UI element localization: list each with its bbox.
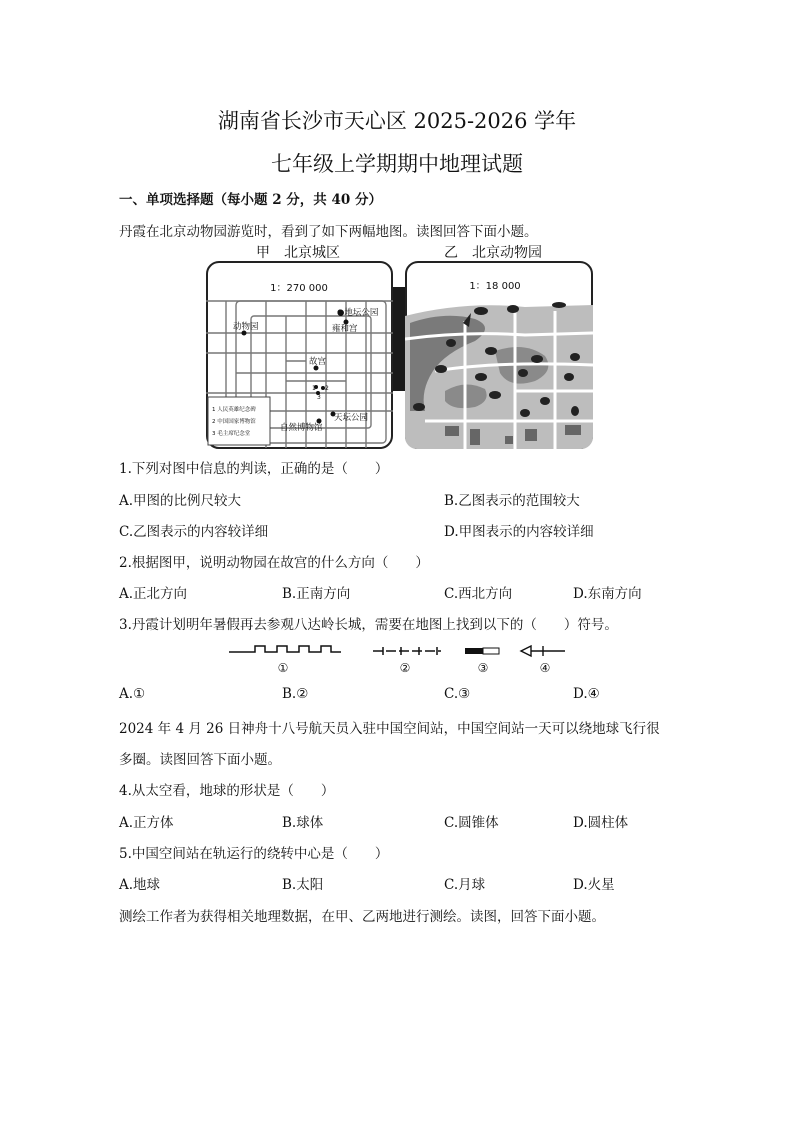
railway-symbol-black (465, 648, 483, 654)
symbol-label-4: ④ (539, 661, 551, 675)
map-a-caption: 甲 北京城区 (256, 245, 340, 261)
q1-stem: 1.下列对图中信息的判读，正确的是（ ） (119, 461, 389, 477)
legend-item-2: 2 中国国家博物馆 (212, 419, 256, 425)
intro-text-3: 测绘工作者为获得相关地理数据，在甲、乙两地进行测绘。读图，回答下面小题。 (119, 909, 605, 925)
q2-stem: 2.根据图甲，说明动物园在故宫的什么方向（ ） (119, 555, 429, 571)
label-tiantan: 天坛公园 (334, 413, 369, 423)
intro-text-2-line1: 2024 年 4 月 26 日神舟十八号航天员入驻中国空间站，中国空间站一天可以绕地球飞行很 (119, 721, 660, 737)
q5-option-c[interactable]: C.月球 (444, 877, 486, 893)
q3-option-c[interactable]: C.③ (444, 686, 471, 702)
q1-option-b[interactable]: B.乙图表示的范围较大 (444, 493, 580, 509)
q3-stem: 3.丹霞计划明年暑假再去参观八达岭长城，需要在地图上找到以下的（ ）符号。 (119, 617, 618, 633)
q2-option-b[interactable]: B.正南方向 (282, 586, 351, 602)
label-n2: 2 (325, 385, 329, 392)
label-n3: 3 (317, 394, 321, 401)
q4-stem: 4.从太空看，地球的形状是（ ） (119, 783, 335, 799)
railway-symbol-white (483, 648, 499, 654)
arrow-symbol (521, 646, 565, 656)
q4-option-b[interactable]: B.球体 (282, 815, 324, 831)
q1-option-d[interactable]: D.甲图表示的内容较详细 (444, 524, 594, 540)
q5-option-d[interactable]: D.火星 (573, 877, 615, 893)
q5-option-b[interactable]: B.太阳 (282, 877, 324, 893)
symbol-label-3: ③ (477, 661, 489, 675)
label-yonghegong: 雍和宫 (332, 324, 358, 334)
intro-text-1: 丹霞在北京动物园游览时，看到了如下两幅地图。读图回答下面小题。 (119, 224, 538, 240)
page-title-line2: 七年级上学期期中地理试题 (271, 152, 523, 176)
great-wall-symbol (229, 646, 341, 652)
q2-option-d[interactable]: D.东南方向 (573, 586, 642, 602)
legend-item-1: 1 人民英雄纪念碑 (212, 407, 256, 413)
map-connector (393, 287, 405, 391)
legend-item-3: 3 毛主席纪念堂 (212, 431, 251, 437)
label-gugong: 故宫 (309, 357, 327, 367)
map-a-beijing-city (206, 261, 393, 449)
label-zoo: 动物园 (233, 322, 259, 332)
intro-text-2-line2: 多圈。读图回答下面小题。 (119, 752, 281, 768)
q5-option-a[interactable]: A.地球 (119, 877, 161, 893)
section-heading: 一、单项选择题（每小题 2 分，共 40 分） (119, 192, 382, 208)
q3-option-a[interactable]: A.① (119, 686, 146, 702)
label-museum: 自然博物馆 (280, 423, 323, 433)
map-b-caption: 乙 北京动物园 (444, 245, 542, 261)
symbol-label-2: ② (399, 661, 411, 675)
map-symbols-row (225, 642, 570, 676)
label-n1: 1 (312, 385, 316, 392)
q1-option-a[interactable]: A.甲图的比例尺较大 (119, 493, 242, 509)
symbol-label-1: ① (277, 661, 289, 675)
q4-option-d[interactable]: D.圆柱体 (573, 815, 629, 831)
boundary-symbol (373, 647, 441, 655)
q3-option-d[interactable]: D.④ (573, 686, 600, 702)
q3-option-b[interactable]: B.② (282, 686, 309, 702)
q4-option-c[interactable]: C.圆锥体 (444, 815, 499, 831)
label-ditan: ●地坛公园 (337, 308, 379, 318)
map-a-scale: 1：270 000 (270, 283, 328, 294)
q4-option-a[interactable]: A.正方体 (119, 815, 174, 831)
map-b-scale: 1：18 000 (469, 281, 521, 292)
q2-option-c[interactable]: C.西北方向 (444, 586, 513, 602)
q2-option-a[interactable]: A.正北方向 (119, 586, 188, 602)
q1-option-c[interactable]: C.乙图表示的内容较详细 (119, 524, 269, 540)
map-b-beijing-zoo (405, 261, 593, 449)
page-title-line1: 湖南省长沙市天心区 2025-2026 学年 (217, 109, 577, 133)
q5-stem: 5.中国空间站在轨运行的绕转中心是（ ） (119, 846, 389, 862)
